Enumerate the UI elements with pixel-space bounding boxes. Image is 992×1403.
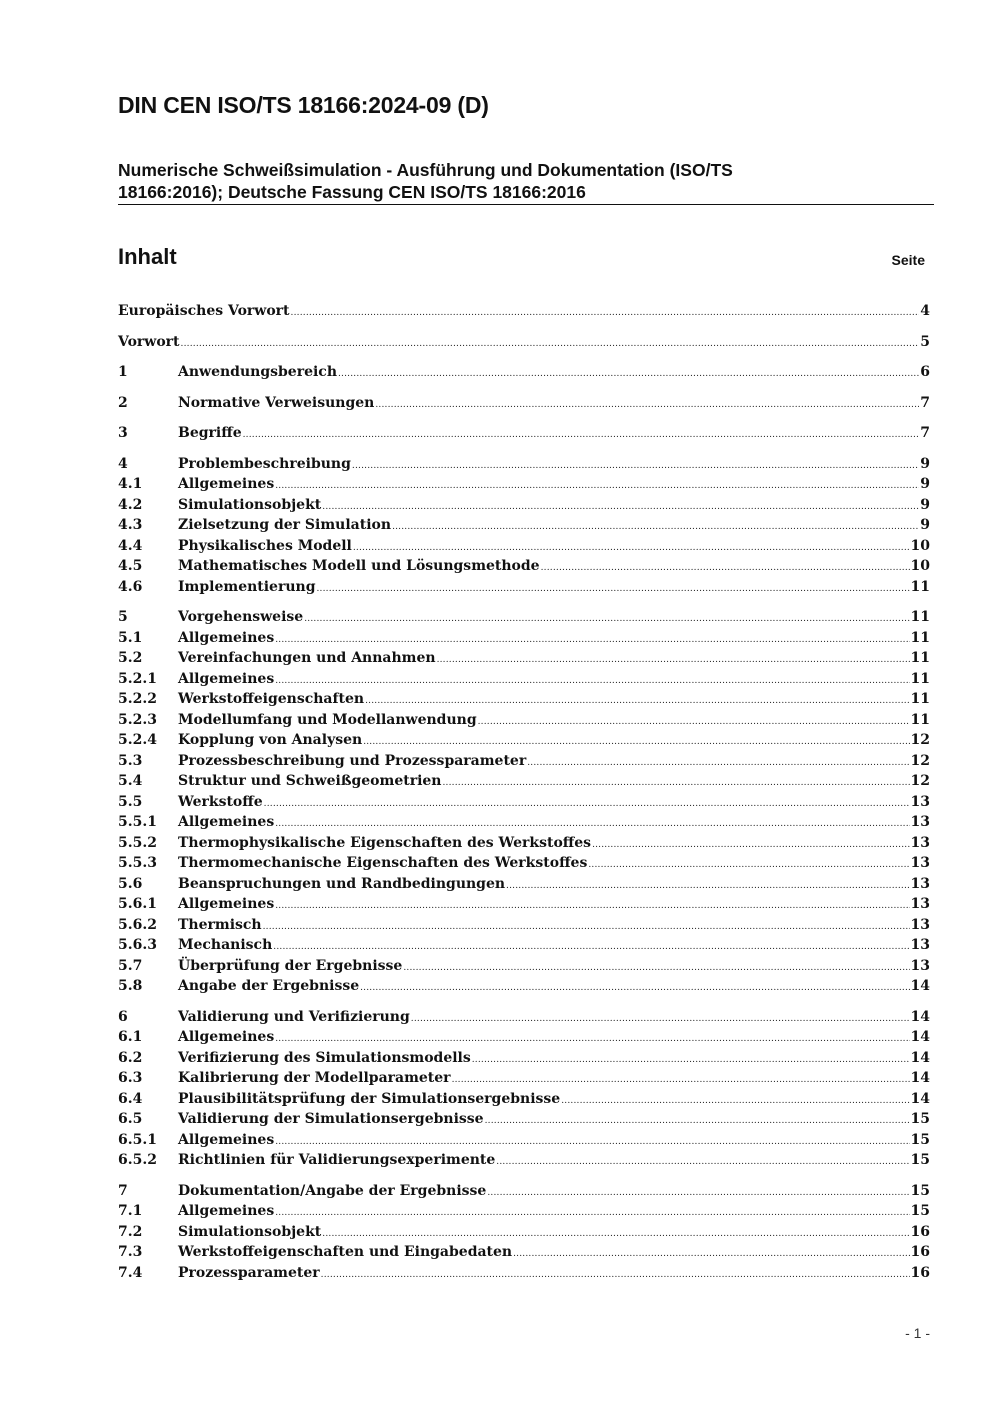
toc-entry[interactable] — [118, 669, 930, 690]
toc-entry-number: 4 — [118, 455, 128, 472]
toc-entry-title: Allgemeines — [178, 1131, 275, 1148]
toc-entry-page: 13 — [910, 937, 930, 953]
toc-entry[interactable] — [118, 515, 930, 536]
toc-entry-page: 11 — [910, 691, 930, 707]
toc-dot-leader — [487, 1183, 909, 1204]
toc-entry-title: Vereinfachungen und Annahmen — [178, 650, 436, 666]
toc-entry[interactable] — [118, 454, 930, 475]
toc-entry-title: Vorwort — [118, 333, 180, 350]
toc-entry-number: 5.6 — [118, 875, 143, 892]
toc-entry-page: 13 — [910, 814, 930, 830]
toc-entry-title: Normative Verweisungen — [178, 394, 375, 411]
toc-entry-page: 5 — [920, 333, 930, 350]
toc-entry-page: 13 — [910, 896, 930, 912]
toc-entry-title: Europäisches Vorwort — [118, 303, 290, 319]
toc-entry-number: 7.1 — [118, 1203, 143, 1219]
toc-entry-title: Allgemeines — [178, 629, 275, 646]
toc-dot-leader — [275, 896, 909, 917]
toc-entry-number: 6.5.2 — [118, 1152, 157, 1168]
toc-entry-number: 7.4 — [118, 1264, 143, 1281]
toc-dot-leader — [392, 517, 919, 538]
toc-entry[interactable] — [118, 1007, 930, 1028]
toc-entry[interactable] — [118, 833, 930, 854]
toc-entry-page: 9 — [920, 476, 930, 492]
toc-dot-leader — [291, 303, 920, 324]
toc-entry-page: 12 — [910, 752, 930, 769]
toc-entry-number: 5.6.2 — [118, 916, 157, 933]
toc-dot-leader — [275, 630, 909, 651]
toc-entry-page: 14 — [910, 1029, 930, 1045]
toc-entry-title: Richtlinien für Validierungsexperimente — [178, 1152, 496, 1168]
toc-entry-page: 16 — [910, 1264, 930, 1281]
toc-entry[interactable] — [118, 915, 930, 936]
toc-entry[interactable] — [118, 474, 930, 495]
toc-entry-title: Angabe der Ergebnisse — [178, 978, 360, 994]
toc-dot-leader — [275, 1203, 909, 1224]
toc-entry-number: 5.2 — [118, 650, 143, 666]
toc-entry-title: Mechanisch — [178, 937, 273, 953]
toc-entry-number: 6.2 — [118, 1049, 143, 1066]
toc-entry-number: 4.1 — [118, 476, 143, 492]
toc-entry-number: 5.2.1 — [118, 670, 157, 687]
toc-entry[interactable] — [118, 853, 930, 874]
toc-entry-number: 3 — [118, 425, 128, 441]
toc-dot-leader — [375, 395, 919, 416]
toc-entry[interactable] — [118, 1027, 930, 1048]
document-title: DIN CEN ISO/TS 18166:2024-09 (D) — [118, 92, 489, 118]
toc-entry-title: Thermomechanische Eigenschaften des Werkstoffes — [178, 855, 588, 871]
toc-dot-leader — [452, 1070, 910, 1091]
toc-entry-title: Allgemeines — [178, 814, 275, 830]
toc-entry-page: 9 — [920, 455, 930, 472]
toc-entry-number: 6.4 — [118, 1090, 143, 1107]
toc-entry-title: Allgemeines — [178, 670, 275, 687]
toc-dot-leader — [561, 1091, 909, 1112]
toc-dot-leader — [322, 1224, 909, 1245]
toc-entry-page: 11 — [910, 609, 930, 625]
table-of-contents — [118, 301, 930, 1283]
toc-dot-leader — [338, 364, 919, 385]
toc-dot-leader — [275, 1132, 909, 1153]
toc-entry-title: Werkstoffeigenschaften und Eingabedaten — [178, 1244, 513, 1260]
toc-dot-leader — [513, 1244, 909, 1265]
toc-entry-number: 6.3 — [118, 1070, 143, 1086]
toc-entry[interactable] — [118, 894, 930, 915]
toc-entry[interactable] — [118, 771, 930, 792]
toc-entry[interactable] — [118, 556, 930, 577]
toc-entry-page: 15 — [910, 1131, 930, 1148]
toc-entry-page: 11 — [910, 670, 930, 687]
toc-entry-page: 13 — [910, 834, 930, 851]
toc-entry[interactable] — [118, 495, 930, 516]
toc-entry[interactable] — [118, 362, 930, 383]
toc-dot-leader — [275, 814, 909, 835]
toc-entry-page: 13 — [910, 855, 930, 871]
toc-entry[interactable] — [118, 1263, 930, 1284]
toc-entry-page: 12 — [910, 732, 930, 748]
document-subtitle-line-1: Numerische Schweißsimulation - Ausführung und Dokumentation (ISO/TS — [118, 160, 733, 180]
toc-entry-page: 13 — [910, 793, 930, 810]
toc-entry-number: 4.6 — [118, 578, 143, 595]
toc-dot-leader — [363, 732, 909, 753]
toc-dot-leader — [181, 334, 920, 355]
toc-entry-title: Zielsetzung der Simulation — [178, 517, 392, 533]
toc-dot-leader — [360, 978, 909, 999]
toc-entry-page: 14 — [910, 1008, 930, 1025]
toc-entry[interactable] — [118, 956, 930, 977]
toc-entry[interactable] — [118, 332, 930, 353]
toc-entry[interactable] — [118, 1222, 930, 1243]
toc-entry-page: 12 — [910, 773, 930, 789]
toc-entry-title: Validierung der Simulationsergebnisse — [178, 1111, 484, 1127]
toc-entry[interactable] — [118, 976, 930, 997]
page-number: - 1 - — [905, 1325, 930, 1341]
toc-entry-title: Vorgehensweise — [178, 609, 304, 625]
toc-dot-leader — [264, 794, 910, 815]
toc-entry-title: Simulationsobjekt — [178, 496, 322, 513]
toc-entry-number: 6.5.1 — [118, 1131, 157, 1148]
toc-entry-page: 11 — [910, 650, 930, 666]
toc-dot-leader — [411, 1009, 910, 1030]
toc-entry[interactable] — [118, 1201, 930, 1222]
toc-entry-page: 9 — [920, 496, 930, 513]
toc-dot-leader — [541, 558, 910, 579]
toc-entry-title: Simulationsobjekt — [178, 1223, 322, 1240]
toc-entry-title: Beanspruchungen und Randbedingungen — [178, 875, 506, 892]
toc-entry-page: 11 — [910, 711, 930, 728]
toc-entry-number: 7.2 — [118, 1223, 143, 1240]
toc-dot-leader — [321, 1265, 910, 1286]
toc-entry[interactable] — [118, 1109, 930, 1130]
toc-entry-number: 5.7 — [118, 957, 143, 974]
toc-entry[interactable] — [118, 935, 930, 956]
toc-entry-number: 5.2.3 — [118, 711, 157, 728]
toc-entry-number: 1 — [118, 364, 128, 380]
toc-entry-number: 6.1 — [118, 1029, 143, 1045]
toc-dot-leader — [527, 753, 909, 774]
toc-entry-number: 5.2.4 — [118, 732, 157, 748]
toc-heading: Inhalt — [118, 244, 177, 269]
toc-entry[interactable] — [118, 812, 930, 833]
toc-entry-title: Kopplung von Analysen — [178, 732, 363, 748]
toc-entry-page: 11 — [910, 578, 930, 595]
toc-entry-number: 7.3 — [118, 1244, 143, 1260]
toc-dot-leader — [506, 876, 909, 897]
toc-entry[interactable] — [118, 751, 930, 772]
toc-entry[interactable] — [118, 1130, 930, 1151]
toc-entry-number: 5.5 — [118, 793, 143, 810]
toc-dot-leader — [478, 712, 910, 733]
toc-entry-title: Implementierung — [178, 578, 316, 595]
toc-entry-number: 5.5.3 — [118, 855, 157, 871]
toc-entry-number: 5.5.2 — [118, 834, 157, 851]
toc-entry[interactable] — [118, 628, 930, 649]
toc-dot-leader — [322, 497, 919, 518]
toc-dot-leader — [263, 917, 910, 938]
toc-entry-title: Thermophysikalische Eigenschaften des Werkstoffes — [178, 834, 592, 851]
toc-dot-leader — [472, 1050, 910, 1071]
toc-entry-title: Begriffe — [178, 425, 242, 441]
toc-entry-title: Allgemeines — [178, 1029, 275, 1045]
toc-entry-title: Werkstoffeigenschaften — [178, 691, 365, 707]
toc-entry[interactable] — [118, 874, 930, 895]
toc-dot-leader — [592, 835, 909, 856]
toc-dot-leader — [496, 1152, 909, 1173]
toc-entry[interactable] — [118, 648, 930, 669]
toc-entry-page: 14 — [910, 1049, 930, 1066]
toc-entry[interactable] — [118, 730, 930, 751]
toc-entry[interactable] — [118, 1089, 930, 1110]
toc-dot-leader — [485, 1111, 910, 1132]
toc-entry[interactable] — [118, 1068, 930, 1089]
toc-entry-page: 13 — [910, 957, 930, 974]
toc-dot-leader — [275, 671, 909, 692]
toc-entry-page: 14 — [910, 1090, 930, 1107]
toc-entry[interactable] — [118, 710, 930, 731]
toc-entry-number: 2 — [118, 394, 128, 411]
toc-entry-title: Modellumfang und Modellanwendung — [178, 711, 477, 728]
toc-entry-title: Mathematisches Modell und Lösungsmethode — [178, 558, 540, 574]
toc-entry-page: 7 — [920, 425, 930, 441]
toc-entry-title: Prozessbeschreibung und Prozessparameter — [178, 752, 527, 769]
toc-entry-page: 14 — [910, 978, 930, 994]
toc-dot-leader — [352, 456, 919, 477]
toc-entry-title: Überprüfung der Ergebnisse — [178, 957, 403, 974]
toc-entry-title: Struktur und Schweißgeometrien — [178, 773, 442, 789]
toc-dot-leader — [437, 650, 910, 671]
toc-entry-page: 4 — [920, 303, 930, 319]
toc-entry-page: 7 — [920, 394, 930, 411]
document-subtitle-line-2: 18166:2016); Deutsche Fassung CEN ISO/TS 18166:2016 — [118, 182, 586, 202]
toc-entry-title: Werkstoffe — [178, 793, 263, 810]
toc-entry-number: 5.3 — [118, 752, 143, 769]
toc-entry[interactable] — [118, 792, 930, 813]
toc-entry-page: 9 — [920, 517, 930, 533]
toc-entry-title: Verifizierung des Simulationsmodells — [178, 1049, 471, 1066]
toc-entry[interactable] — [118, 689, 930, 710]
toc-entry[interactable] — [118, 1181, 930, 1202]
toc-entry-title: Anwendungsbereich — [178, 364, 337, 380]
toc-entry-title: Allgemeines — [178, 896, 275, 912]
toc-dot-leader — [273, 937, 909, 958]
toc-entry[interactable] — [118, 423, 930, 444]
toc-entry-title: Validierung und Verifizierung — [178, 1008, 410, 1025]
toc-entry-number: 4.4 — [118, 537, 143, 554]
toc-entry-page: 16 — [910, 1223, 930, 1240]
toc-entry-number: 5.2.2 — [118, 691, 157, 707]
toc-entry-page: 15 — [910, 1182, 930, 1199]
toc-entry-page: 14 — [910, 1070, 930, 1086]
toc-dot-leader — [243, 425, 920, 446]
toc-entry-title: Problembeschreibung — [178, 455, 351, 472]
toc-entry-title: Prozessparameter — [178, 1264, 320, 1281]
toc-dot-leader — [403, 958, 909, 979]
toc-entry-page: 13 — [910, 916, 930, 933]
toc-entry-number: 6 — [118, 1008, 128, 1025]
toc-dot-leader — [588, 855, 909, 876]
toc-entry[interactable] — [118, 536, 930, 557]
toc-entry-title: Allgemeines — [178, 476, 275, 492]
toc-entry-number: 5.6.1 — [118, 896, 157, 912]
toc-entry-page: 16 — [910, 1244, 930, 1260]
toc-entry-number: 4.2 — [118, 496, 143, 513]
toc-dot-leader — [442, 773, 909, 794]
toc-entry-number: 5.5.1 — [118, 814, 157, 830]
toc-entry[interactable] — [118, 1150, 930, 1171]
toc-entry[interactable] — [118, 607, 930, 628]
toc-entry-number: 4.5 — [118, 558, 143, 574]
toc-dot-leader — [317, 579, 910, 600]
toc-entry-page: 15 — [910, 1203, 930, 1219]
toc-entry-page: 10 — [910, 558, 930, 574]
toc-entry-number: 5.8 — [118, 978, 143, 994]
toc-entry-page: 11 — [910, 629, 930, 646]
toc-entry-title: Kalibrierung der Modellparameter — [178, 1070, 451, 1086]
toc-entry-title: Thermisch — [178, 916, 262, 933]
toc-entry-number: 5.1 — [118, 629, 143, 646]
toc-page-column-header: Seite — [891, 252, 925, 268]
toc-entry-page: 10 — [910, 537, 930, 554]
title-divider — [118, 204, 934, 205]
toc-dot-leader — [275, 476, 919, 497]
toc-entry[interactable] — [118, 301, 930, 322]
toc-entry-title: Dokumentation/Angabe der Ergebnisse — [178, 1182, 487, 1199]
toc-entry[interactable] — [118, 1048, 930, 1069]
toc-dot-leader — [304, 609, 909, 630]
toc-dot-leader — [353, 538, 910, 559]
toc-entry-title: Allgemeines — [178, 1203, 275, 1219]
toc-dot-leader — [275, 1029, 909, 1050]
toc-entry-number: 7 — [118, 1182, 128, 1199]
toc-entry-page: 13 — [910, 875, 930, 892]
toc-entry-page: 15 — [910, 1111, 930, 1127]
toc-entry-title: Plausibilitätsprüfung der Simulationsergebnisse — [178, 1090, 561, 1107]
toc-dot-leader — [365, 691, 909, 712]
toc-entry-number: 4.3 — [118, 517, 143, 533]
toc-entry-page: 6 — [920, 364, 930, 380]
toc-entry-number: 5.4 — [118, 773, 143, 789]
toc-entry[interactable] — [118, 393, 930, 414]
toc-entry-number: 5.6.3 — [118, 937, 157, 953]
toc-entry[interactable] — [118, 1242, 930, 1263]
toc-entry-page: 15 — [910, 1152, 930, 1168]
toc-entry-title: Physikalisches Modell — [178, 537, 352, 554]
toc-entry-number: 5 — [118, 609, 128, 625]
toc-entry-number: 6.5 — [118, 1111, 143, 1127]
toc-entry[interactable] — [118, 577, 930, 598]
document-subtitle — [118, 159, 858, 203]
